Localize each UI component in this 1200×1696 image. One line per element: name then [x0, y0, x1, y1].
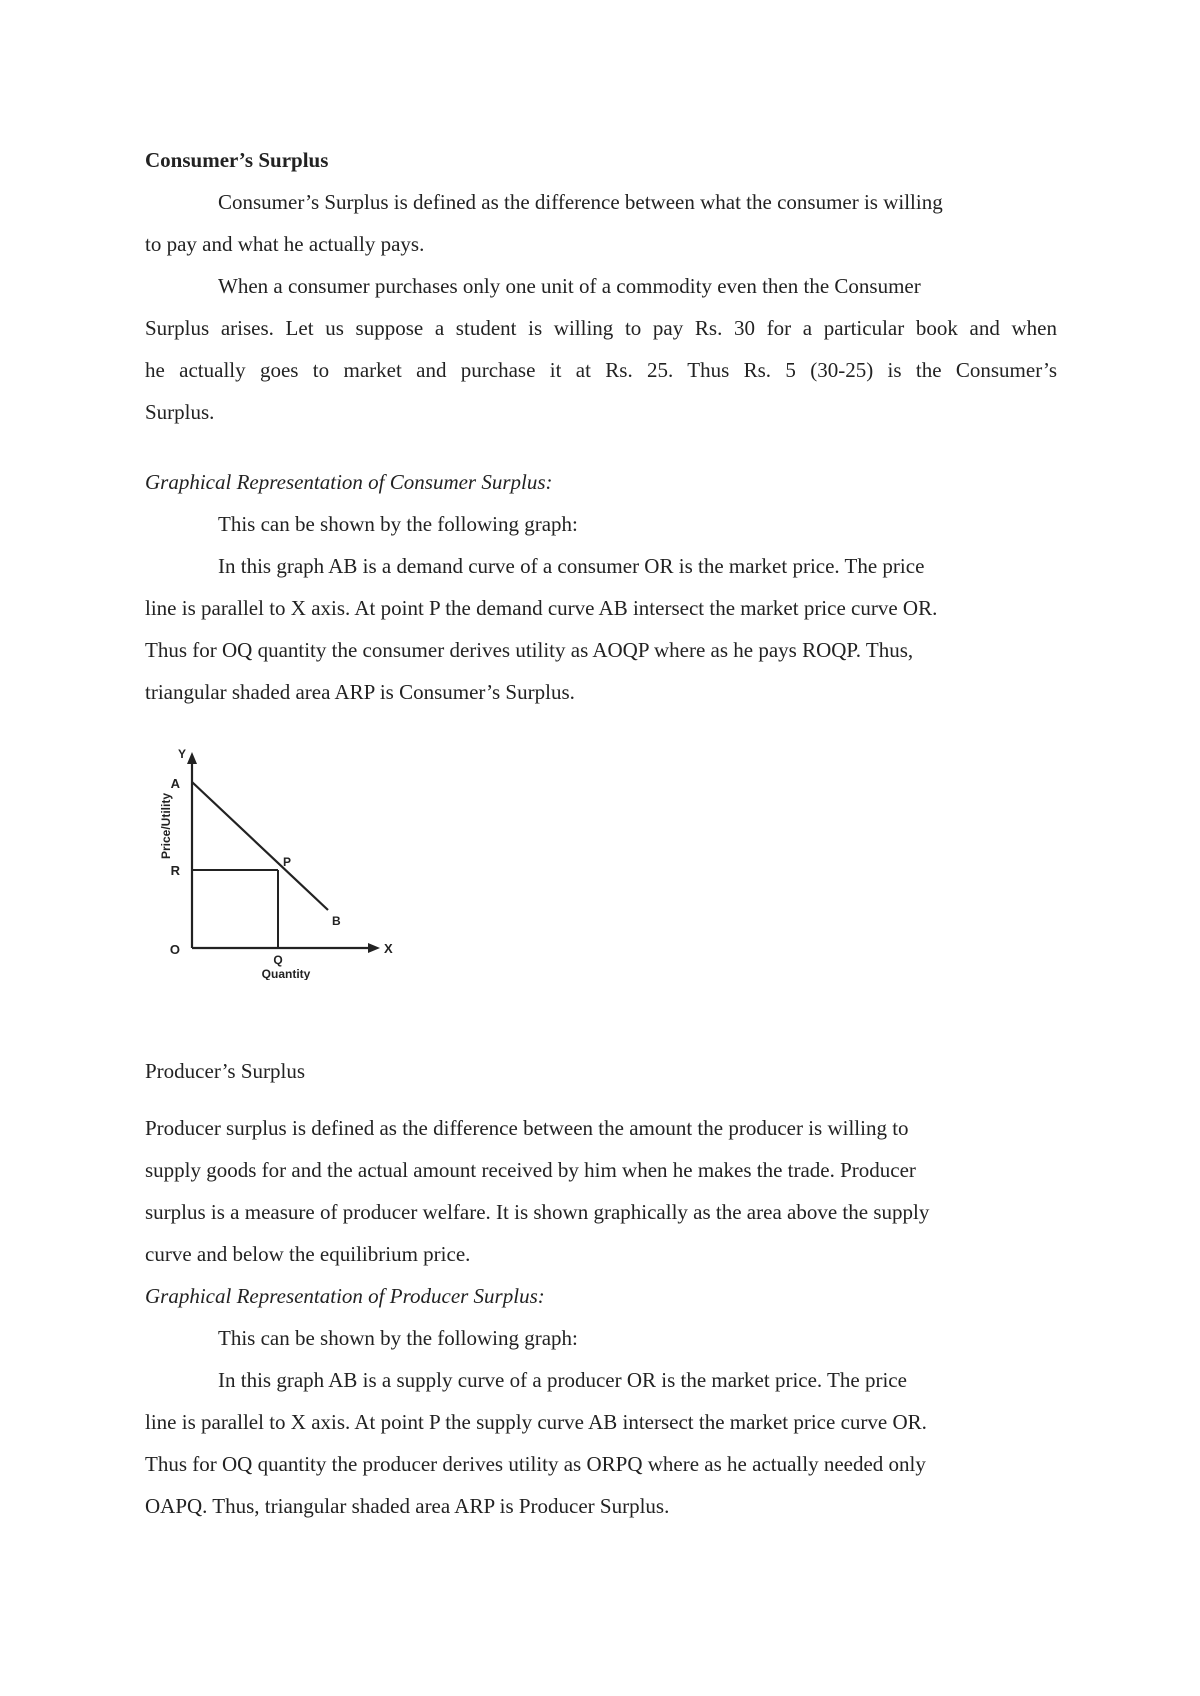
label-a: A	[170, 776, 180, 791]
producer-graph-explanation-line-3: Thus for OQ quantity the producer derives utility as ORPQ where as he actually needed only	[145, 1452, 926, 1476]
consumer-example-line-2: Surplus arises. Let us suppose a student is willing to pay Rs. 30 for a particular book and when	[145, 316, 1057, 340]
consumer-graph-explanation-line-1: In this graph AB is a demand curve of a consumer OR is the market price. The price	[218, 554, 925, 578]
consumer-definition-line-1: Consumer’s Surplus is defined as the difference between what the consumer is willing	[218, 190, 943, 214]
producer-graph-explanation-line-4: OAPQ. Thus, triangular shaded area ARP is Producer Surplus.	[145, 1494, 670, 1518]
consumer-example-line-3: he actually goes to market and purchase it at Rs. 25. Thus Rs. 5 (30-25) is the Consumer’s	[145, 358, 1057, 382]
demand-curve-ab	[192, 782, 328, 910]
y-axis-title: Price/Utility	[159, 792, 173, 860]
label-x: X	[384, 941, 393, 956]
producer-graph-intro: This can be shown by the following graph:	[218, 1326, 578, 1350]
y-axis-arrow	[187, 752, 197, 764]
x-axis-arrow	[368, 943, 380, 953]
producer-definition-line-4: curve and below the equilibrium price.	[145, 1242, 471, 1266]
producer-definition-line-1: Producer surplus is defined as the difference between the amount the producer is willing to	[145, 1116, 909, 1140]
producer-definition-line-2: supply goods for and the actual amount received by him when he makes the trade. Producer	[145, 1158, 916, 1182]
consumer-graph-heading: Graphical Representation of Consumer Surplus:	[145, 470, 553, 494]
label-q: Q	[273, 953, 283, 967]
x-axis-title: Quantity	[261, 967, 311, 980]
consumer-graph-explanation-line-4: triangular shaded area ARP is Consumer’s Surplus.	[145, 680, 575, 704]
label-y: Y	[177, 747, 186, 761]
label-b: B	[332, 914, 341, 928]
consumer-graph-intro: This can be shown by the following graph:	[218, 512, 578, 536]
consumer-definition-line-2: to pay and what he actually pays.	[145, 232, 425, 256]
consumer-example-line-1: When a consumer purchases only one unit of a commodity even then the Consumer	[218, 274, 921, 298]
consumer-surplus-heading: Consumer’s Surplus	[145, 148, 329, 172]
label-r: R	[170, 863, 180, 878]
producer-graph-explanation-line-2: line is parallel to X axis. At point P the supply curve AB intersect the market price curve OR.	[145, 1410, 927, 1434]
producer-surplus-heading: Producer’s Surplus	[145, 1059, 306, 1083]
producer-definition-line-3: surplus is a measure of producer welfare. It is shown graphically as the area above the supply	[145, 1200, 930, 1224]
producer-graph-explanation-line-1: In this graph AB is a supply curve of a producer OR is the market price. The price	[218, 1368, 907, 1392]
label-p: P	[283, 855, 292, 869]
consumer-example-line-4: Surplus.	[145, 400, 215, 424]
label-origin: O	[169, 942, 180, 957]
consumer-graph-explanation-line-2: line is parallel to X axis. At point P the demand curve AB intersect the market price curve OR.	[145, 596, 938, 620]
consumer-surplus-diagram	[150, 740, 400, 980]
consumer-graph-explanation-line-3: Thus for OQ quantity the consumer derives utility as AOQP where as he pays ROQP. Thus,	[145, 638, 914, 662]
producer-graph-heading: Graphical Representation of Producer Surplus:	[145, 1284, 545, 1308]
